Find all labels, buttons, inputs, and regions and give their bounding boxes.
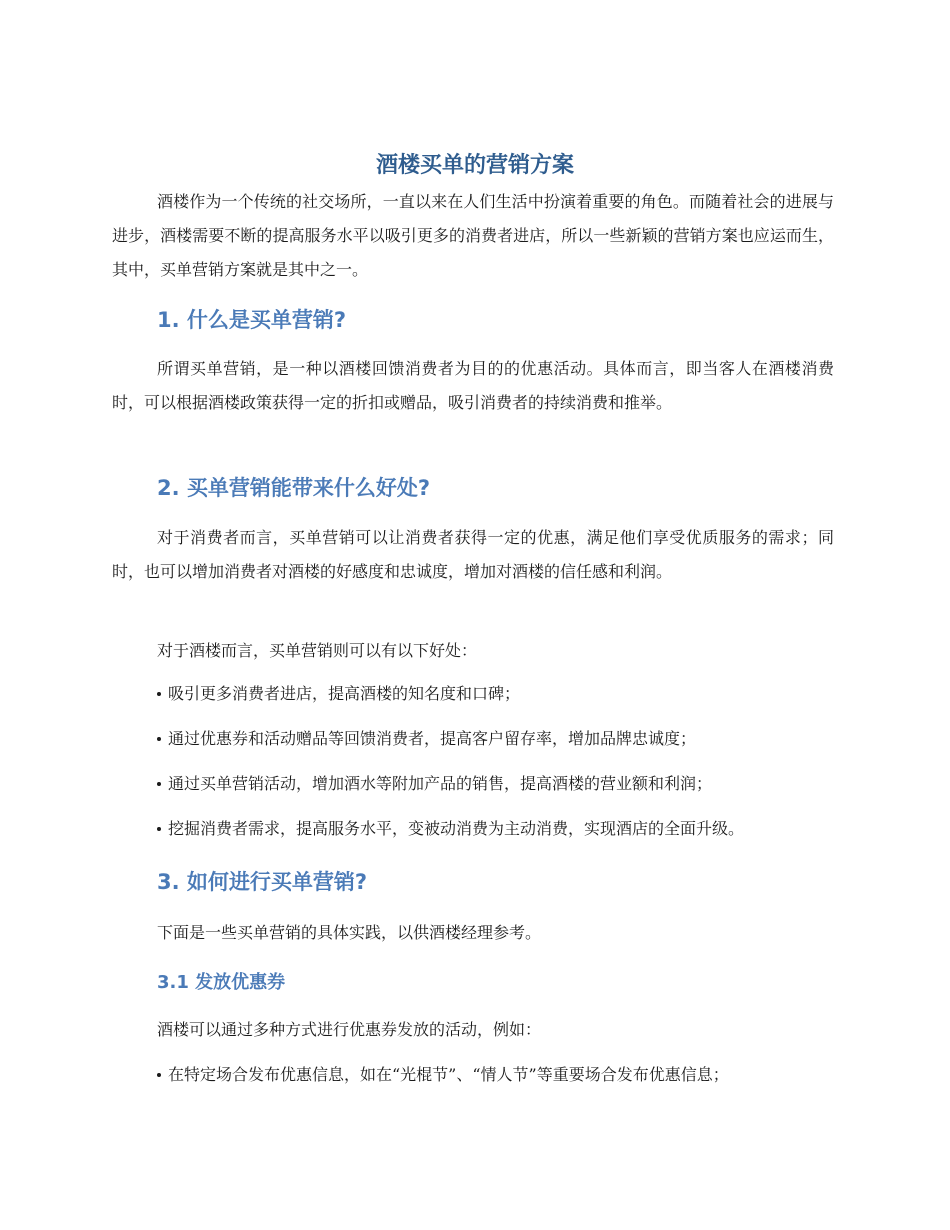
section-3-heading: 3. 如何进行买单营销? — [157, 870, 368, 894]
list-item-text: 通过优惠券和活动赠品等回馈消费者，提高客户留存率，增加品牌忠诚度； — [168, 729, 697, 748]
bullet-icon — [157, 1073, 161, 1077]
list-item — [157, 772, 712, 796]
bullet-icon — [157, 782, 161, 786]
section-1-heading: 1. 什么是买单营销? — [157, 308, 347, 332]
bullet-icon — [157, 737, 161, 741]
section-2-heading: 2. 买单营销能带来什么好处? — [157, 476, 431, 500]
list-item — [157, 817, 744, 841]
bullet-icon — [157, 692, 161, 696]
subsection-3-1-paragraph: 酒楼可以通过多种方式进行优惠券发放的活动，例如： — [157, 1020, 542, 1039]
list-item-text: 吸引更多消费者进店，提高酒楼的知名度和口碑； — [168, 684, 521, 703]
bullet-icon — [157, 827, 161, 831]
intro-paragraph: 酒楼作为一个传统的社交场所，一直以来在人们生活中扮演着重要的角色。而随着社会的进展与进步，酒楼需要不断的提高服务水平以吸引更多的消费者进店，所以一些新颖的营销方案也应运而生，其中，买单营销方案就是其中之一。 — [112, 192, 834, 279]
list-item — [157, 682, 520, 706]
section-2-paragraph-1: 对于消费者而言，买单营销可以让消费者获得一定的优惠，满足他们享受优质服务的需求；同时，也可以增加消费者对酒楼的好感度和忠诚度，增加对酒楼的信任感和利润。 — [112, 528, 834, 581]
list-item — [157, 1063, 729, 1087]
list-item-text: 在特定场合发布优惠信息，如在“光棍节”、“情人节”等重要场合发布优惠信息； — [168, 1065, 729, 1084]
list-item-text: 通过买单营销活动，增加酒水等附加产品的销售，提高酒楼的营业额和利润； — [168, 774, 713, 793]
list-item-text: 挖掘消费者需求，提高服务水平，变被动消费为主动消费，实现酒店的全面升级。 — [168, 819, 745, 838]
section-3-paragraph: 下面是一些买单营销的具体实践，以供酒楼经理参考。 — [157, 923, 542, 942]
list-item — [157, 727, 696, 751]
subsection-3-1-heading: 3.1 发放优惠券 — [157, 972, 286, 993]
section-2-paragraph-2: 对于酒楼而言，买单营销则可以有以下好处： — [157, 641, 478, 660]
document-title: 酒楼买单的营销方案 — [375, 153, 574, 178]
section-1-paragraph: 所谓买单营销，是一种以酒楼回馈消费者为目的的优惠活动。具体而言，即当客人在酒楼消费时，可以根据酒楼政策获得一定的折扣或赠品，吸引消费者的持续消费和推举。 — [112, 359, 834, 412]
